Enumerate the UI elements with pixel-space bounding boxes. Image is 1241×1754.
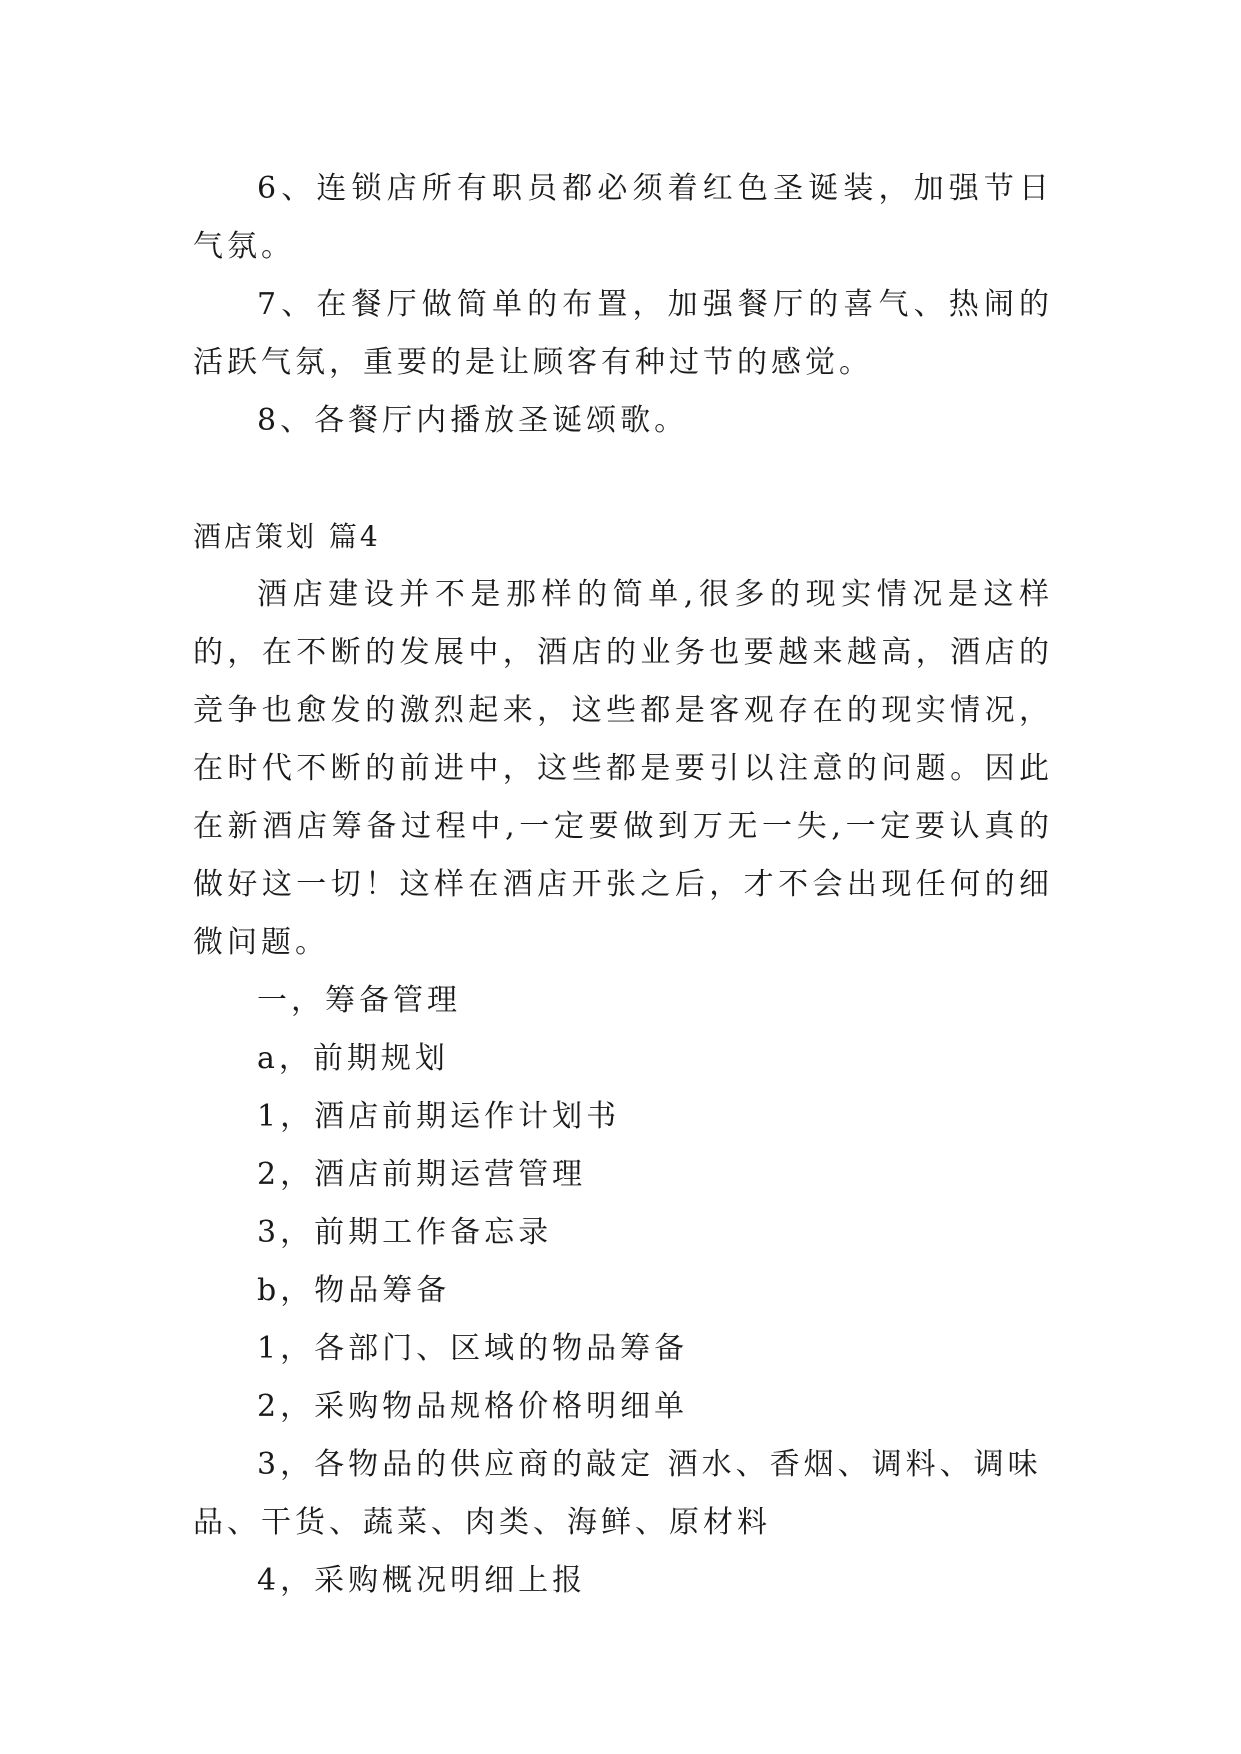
list-item: 6、连锁店所有职员都必须着红色圣诞装，加强节日气氛。 — [193, 171, 1053, 264]
outline-sub-a: a，前期规划 — [257, 1041, 449, 1076]
list-item: 8、各餐厅内播放圣诞颂歌。 — [257, 403, 689, 438]
outline-sub-b: b，物品筹备 — [257, 1273, 451, 1308]
list-item: 7、在餐厅做简单的布置，加强餐厅的喜气、热闹的活跃气氛，重要的是让顾客有种过节的感觉。 — [193, 287, 1053, 380]
section-heading: 酒店策划 篇4 — [193, 520, 381, 553]
document-body — [193, 160, 1053, 1610]
outline-part-one: 一，筹备管理 — [257, 983, 461, 1018]
section-paragraph: 酒店建设并不是那样的简单,很多的现实情况是这样的，在不断的发展中，酒店的业务也要越来越高，酒店的竞争也愈发的激烈起来，这些都是客观存在的现实情况，在时代不断的前进中，这些都是要引以注意的问题。因此在新酒店筹备过程中,一定要做到万无一失,一定要认真的做好这一切！这样在酒店开张之后，才不会出现任何的细微问题。 — [193, 577, 1053, 960]
list-item: 1，各部门、区域的物品筹备 — [257, 1331, 689, 1366]
list-item: 3，各物品的供应商的敲定 酒水、香烟、调料、调味品、干货、蔬菜、肉类、海鲜、原材料 — [193, 1447, 1042, 1540]
list-item: 2，采购物品规格价格明细单 — [257, 1389, 689, 1424]
list-item: 4，采购概况明细上报 — [257, 1563, 587, 1598]
list-item: 2，酒店前期运营管理 — [257, 1157, 587, 1192]
list-item: 3，前期工作备忘录 — [257, 1215, 553, 1250]
section-spacer — [193, 450, 1053, 508]
list-item: 1，酒店前期运作计划书 — [257, 1099, 621, 1134]
